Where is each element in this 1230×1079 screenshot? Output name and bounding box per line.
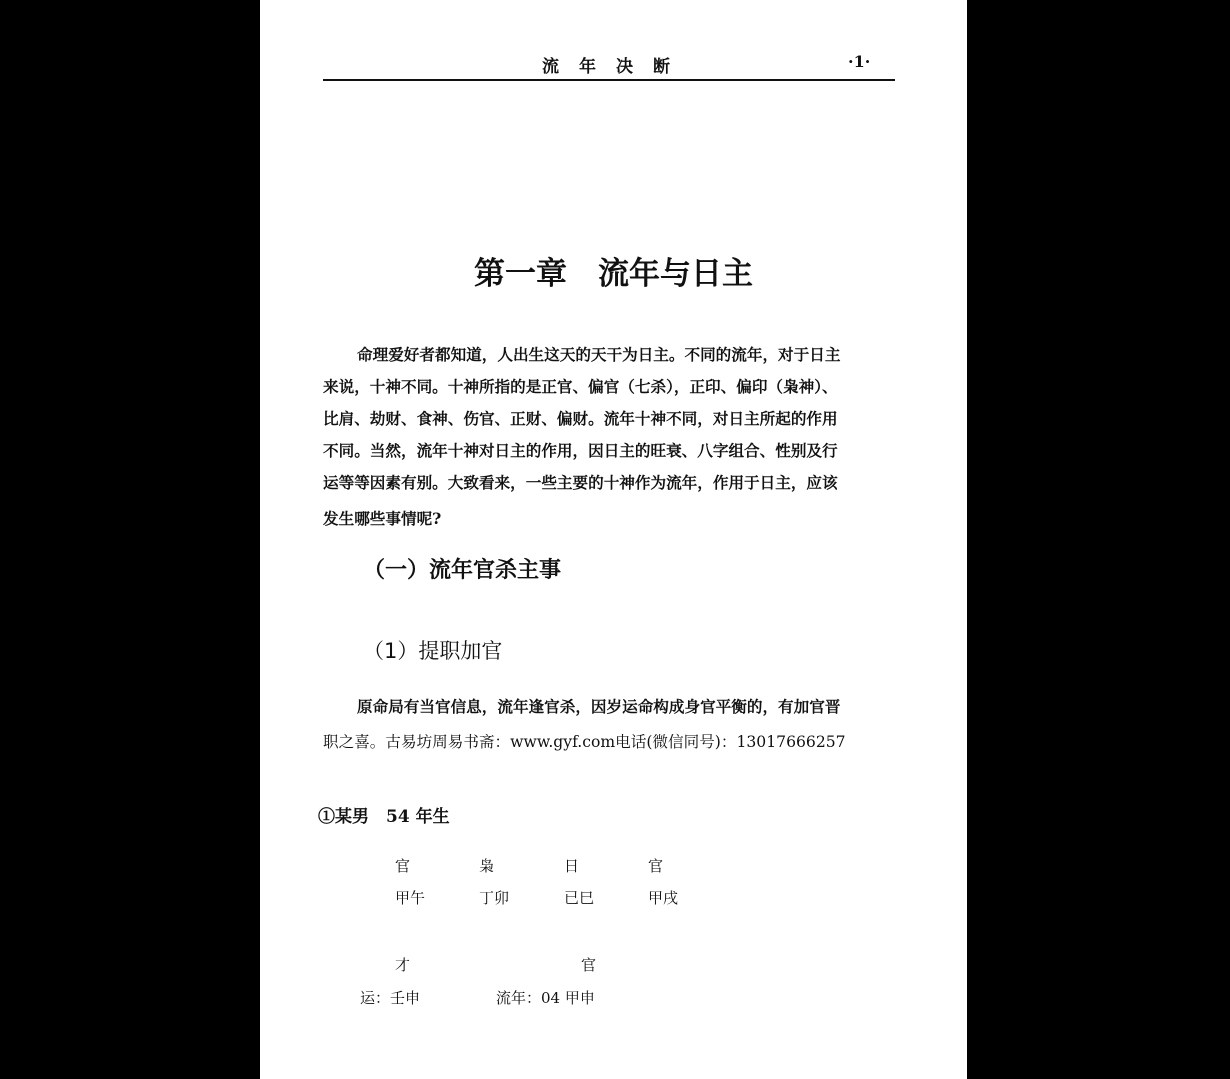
section-heading: （一）流年官杀主事 [363,558,562,583]
intro-line: 命理爱好者都知道，人出生这天的天干为日主。不同的流年，对于日主 [357,345,841,364]
body-line: 原命局有当官信息，流年逢官杀，因岁运命构成身官平衡的，有加官晋 [357,697,841,716]
pillar: 甲午 [395,889,426,907]
intro-line: 不同。当然，流年十神对日主的作用，因日主的旺衰、八字组合、性别及行 [323,441,838,460]
document-page [260,0,967,1079]
god-label: 日 [564,857,580,875]
body-line: 职之喜。古易坊周易书斋：www.gyf.com电话(微信同号)：13017666257 [323,733,846,751]
pillar: 甲戌 [648,889,679,907]
god-label: 官 [395,857,411,875]
year-pillar: 流年：04 甲申 [496,989,595,1007]
pillar: 已巳 [564,889,595,907]
year-god: 官 [581,956,597,974]
intro-line: 发生哪些事情呢? [323,509,442,528]
header-rule [323,79,895,81]
running-title: 流年决断 [542,57,690,77]
intro-line: 来说，十神不同。十神所指的是正官、偏官（七杀），正印、偏印（枭神）、 [323,377,838,396]
chapter-title: 第一章 流年与日主 [474,256,753,292]
example-title: ①某男 54 年生 [318,807,450,827]
subsection-heading: （1）提职加官 [363,639,503,663]
luck-god: 才 [395,956,411,974]
luck-pillar: 运：壬申 [360,989,421,1007]
intro-line: 比肩、劫财、食神、伤官、正财、偏财。流年十神不同，对日主所起的作用 [323,409,838,428]
intro-line: 运等等因素有别。大致看来，一些主要的十神作为流年，作用于日主，应该 [323,473,838,492]
god-label: 官 [648,857,664,875]
god-label: 枭 [479,857,495,875]
pillar: 丁卯 [479,889,510,907]
page-number: ·1· [848,52,871,71]
